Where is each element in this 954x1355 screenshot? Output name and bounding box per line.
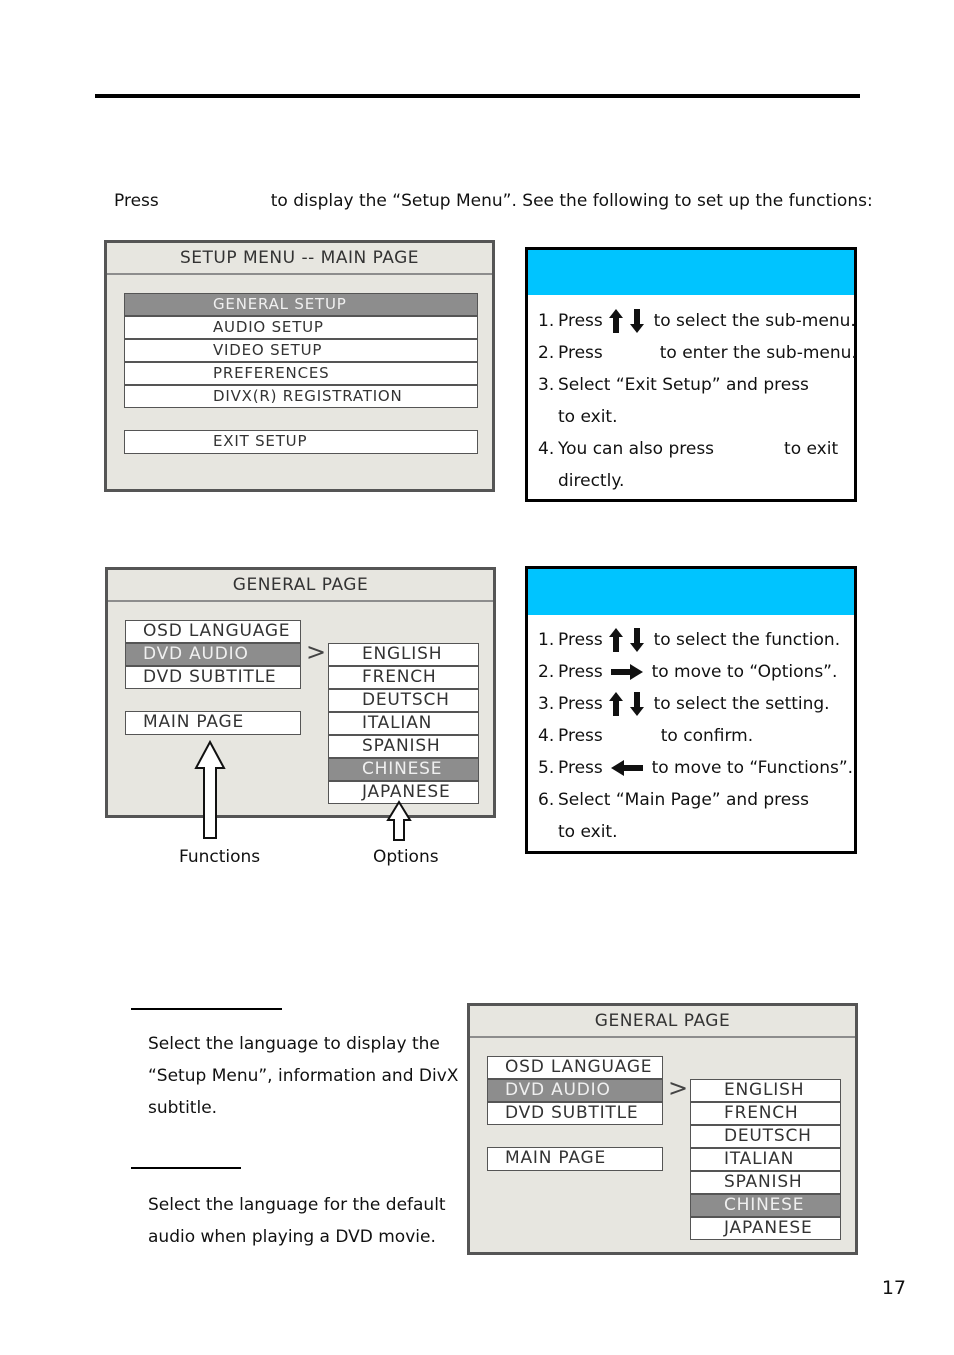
option-spanish[interactable]: SPANISH bbox=[328, 735, 479, 758]
option-chinese[interactable]: CHINESE bbox=[328, 758, 479, 781]
option-deutsch[interactable]: DEUTSCH bbox=[328, 689, 479, 712]
step-4: 4. You can also press to exit bbox=[538, 439, 839, 459]
option-deutsch[interactable]: DEUTSCH bbox=[690, 1125, 841, 1148]
step-5: 5. Press to move to “Functions”. bbox=[538, 758, 854, 778]
menu-item-general-setup[interactable]: GENERAL SETUP bbox=[124, 293, 478, 316]
instruction-header bbox=[528, 250, 854, 295]
step-3: 3. Select “Exit Setup” and press bbox=[538, 375, 809, 395]
option-spanish[interactable]: SPANISH bbox=[690, 1171, 841, 1194]
step-6: 6. Select “Main Page” and press bbox=[538, 790, 809, 810]
step-2: 2. Press to enter the sub-menu. bbox=[538, 343, 857, 363]
option-japanese[interactable]: JAPANESE bbox=[328, 781, 479, 804]
options-pointer-arrow bbox=[386, 800, 412, 842]
function-main-page[interactable]: MAIN PAGE bbox=[487, 1147, 663, 1171]
step-3-cont: to exit. bbox=[558, 407, 618, 427]
general-page-title: GENERAL PAGE bbox=[470, 1006, 855, 1038]
up-down-arrows-icon bbox=[608, 627, 648, 653]
menu-item-preferences[interactable]: PREFERENCES bbox=[124, 362, 478, 385]
functions-pointer-arrow bbox=[194, 740, 226, 840]
option-french[interactable]: FRENCH bbox=[690, 1102, 841, 1125]
option-italian[interactable]: ITALIAN bbox=[690, 1148, 841, 1171]
subhead-underline-dvd-audio bbox=[131, 1167, 241, 1169]
menu-item-exit-setup[interactable]: EXIT SETUP bbox=[124, 430, 478, 454]
up-down-arrows-icon bbox=[608, 308, 648, 334]
option-french[interactable]: FRENCH bbox=[328, 666, 479, 689]
general-page-title: GENERAL PAGE bbox=[108, 570, 493, 602]
step-3: 3. Press to select the setting. bbox=[538, 688, 848, 720]
menu-item-video-setup[interactable]: VIDEO SETUP bbox=[124, 339, 478, 362]
step-2: 2. Press to move to “Options”. bbox=[538, 662, 838, 682]
left-arrow-icon bbox=[608, 758, 646, 778]
option-english[interactable]: ENGLISH bbox=[690, 1079, 841, 1102]
function-osd-language[interactable]: OSD LANGUAGE bbox=[487, 1056, 663, 1079]
dvd-audio-description: Select the language for the default audio when playing a DVD movie. bbox=[148, 1195, 446, 1247]
submenu-arrow: > bbox=[306, 638, 327, 666]
instruction-box-general bbox=[525, 566, 857, 854]
general-page-screen bbox=[105, 567, 496, 818]
step-4: 4. Press to confirm. bbox=[538, 726, 754, 746]
setup-menu-screen bbox=[104, 240, 495, 492]
osd-language-description: Select the language to display the “Setup Menu”, information and DivX subtitle. bbox=[148, 1034, 459, 1118]
functions-caption: Functions bbox=[179, 847, 261, 867]
setup-menu-title: SETUP MENU -- MAIN PAGE bbox=[107, 243, 492, 275]
option-japanese[interactable]: JAPANESE bbox=[690, 1217, 841, 1240]
top-rule bbox=[95, 94, 860, 98]
intro-press: Press bbox=[114, 191, 159, 211]
function-main-page[interactable]: MAIN PAGE bbox=[125, 711, 301, 735]
up-down-arrows-icon bbox=[608, 691, 648, 717]
submenu-arrow: > bbox=[668, 1074, 689, 1102]
instruction-box-setup bbox=[525, 247, 857, 502]
right-arrow-icon bbox=[608, 662, 646, 682]
step-1: 1. Press to select the sub-menu. bbox=[538, 305, 848, 337]
option-italian[interactable]: ITALIAN bbox=[328, 712, 479, 735]
function-dvd-audio[interactable]: DVD AUDIO bbox=[487, 1079, 663, 1102]
subhead-underline-osd-language bbox=[131, 1008, 282, 1010]
function-dvd-subtitle[interactable]: DVD SUBTITLE bbox=[125, 666, 301, 689]
step-1: 1. Press to select the function. bbox=[538, 624, 848, 656]
instruction-header bbox=[528, 569, 854, 615]
step-4-cont: directly. bbox=[558, 471, 625, 491]
function-dvd-subtitle[interactable]: DVD SUBTITLE bbox=[487, 1102, 663, 1125]
step-6-cont: to exit. bbox=[558, 822, 618, 842]
intro-rest: to display the “Setup Menu”. See the following to set up the functions: bbox=[270, 191, 873, 211]
function-osd-language[interactable]: OSD LANGUAGE bbox=[125, 620, 301, 643]
menu-item-audio-setup[interactable]: AUDIO SETUP bbox=[124, 316, 478, 339]
option-chinese[interactable]: CHINESE bbox=[690, 1194, 841, 1217]
page-number: 17 bbox=[881, 1277, 906, 1299]
menu-item-divx-registration[interactable]: DIVX(R) REGISTRATION bbox=[124, 385, 478, 408]
function-dvd-audio[interactable]: DVD AUDIO bbox=[125, 643, 301, 666]
intro-text bbox=[114, 190, 873, 212]
options-caption: Options bbox=[373, 847, 439, 867]
general-page-screen-2 bbox=[467, 1003, 858, 1255]
option-english[interactable]: ENGLISH bbox=[328, 643, 479, 666]
